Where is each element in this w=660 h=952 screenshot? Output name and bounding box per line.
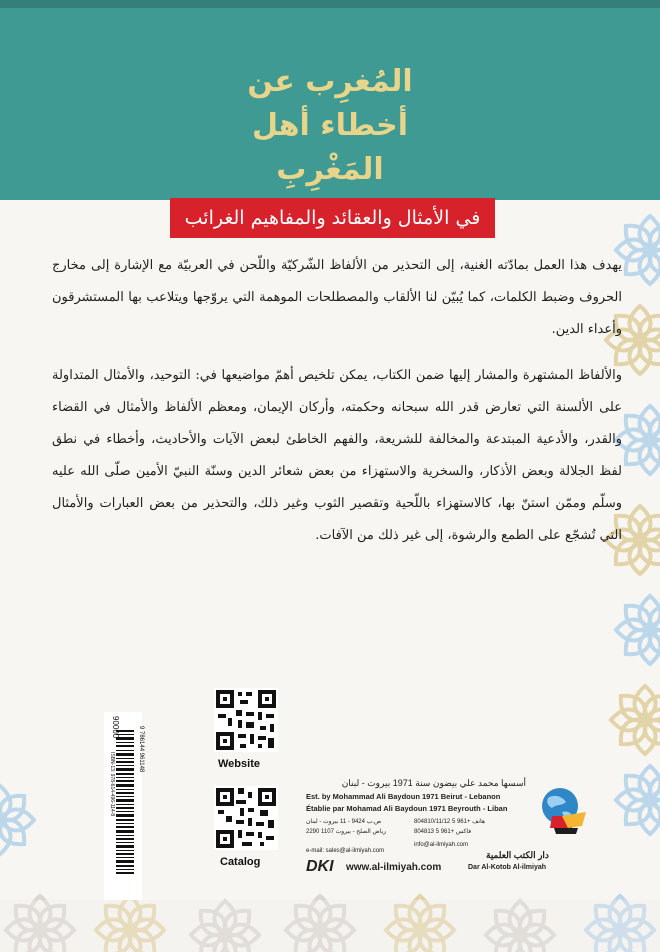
publisher-address2-ar: رياض الصلح - بيروت 1107 2290 [306,829,387,835]
website-label: Website [218,758,260,770]
description-paragraph-2: والألفاظ المشتهرة والمشار إليها ضمن الكتاب، يمكن تلخيص أهمّ مواضيعها في: التوحيد، والأمثال المتداولة على الألسنة التي تعارض قدر الله سبحانه وحكمته، وأركان الإيمان، ومعظم الألفاظ والأمثال في القضاء والقدر، والأدعية المبتدعة والمخالفة للشريعة، والفهم الخاطئ لبعض الآيات والأحاديث، وأخطاء في نطق لفظ الجلالة وبعض الأذكار، والسخرية والاستهزاء من بعض شعائر الدين وسنّة النبيّ الأمين صلّى الله عليه وسلّم وممّن استنّ بها، كالاستهزاء باللّحية وتقصير الثوب وغير ذلك، والتحذير من بعض العبارات والأمثال التي تُشجّع على الطمع والرشوة، إلى غير ذلك من الآفات. [52,368,622,543]
publisher-tel: هاتف +961 5 804810/11/12 [414,819,486,825]
bottom-pattern-band [0,900,660,952]
dki-logo: DKI [306,858,334,875]
subtitle-banner: في الأمثال والعقائد والمفاهيم الغرائب [170,198,495,238]
publisher-address-ar: ص.ب 9424 - 11 بيروت - لبنان [306,819,382,825]
publisher-name-ar: دار الكتب العلمية [486,850,549,860]
publisher-est-en: Est. by Mohammad Ali Baydoun 1971 Beirut - Lebanon [306,792,501,801]
publisher-est-fr: Établie par Mohamad Ali Baydoun 1971 Beyrouth - Liban [306,804,508,813]
publisher-name-en: Dar Al-Kotob Al-ilmiyah [468,864,547,871]
catalog-qr-code[interactable] [214,786,278,850]
publisher-sales-email: e-mail: sales@al-ilmiyah.com [306,848,385,854]
website-qr-code[interactable] [214,688,278,752]
catalog-label: Catalog [220,856,261,868]
title-line-2: أخطاء أهل [251,108,409,143]
publisher-fax: فاكس +961 5 804813 [414,829,472,835]
description-paragraph-1: يهدف هذا العمل بمادّته الغنية، إلى التحذير من الألفاظ الشّركيّة واللّحن في العربيّة مع الإشارة إلى مخارج الحروف وضبط الكلمات، كما يُبيّن لنا الألقاب والمصطلحات الموهمة التي يروّجها ويتلاعب بها المستشرقون وأعداء الدين. [52,258,622,337]
isbn-digits: 9 786144 961148 [138,726,144,773]
header-edge [0,0,660,8]
isbn-barcode [104,712,142,900]
title-line-1: المُغرِب عن [247,64,413,99]
title-line-3: المَغْرِبِ [276,152,384,187]
publisher-founded-ar: أسسها محمد علي بيضون سنة 1971 بيروت - لبنان [341,778,526,788]
publisher-info-email: info@al-ilmiyah.com [414,842,469,848]
publisher-website[interactable]: www.al-ilmiyah.com [346,862,442,873]
isbn-text: ISBN-13: 978-614-496-114-8 [109,752,115,817]
isbn-addon: 90000 [111,716,120,739]
publisher-globe-logo [532,782,594,844]
